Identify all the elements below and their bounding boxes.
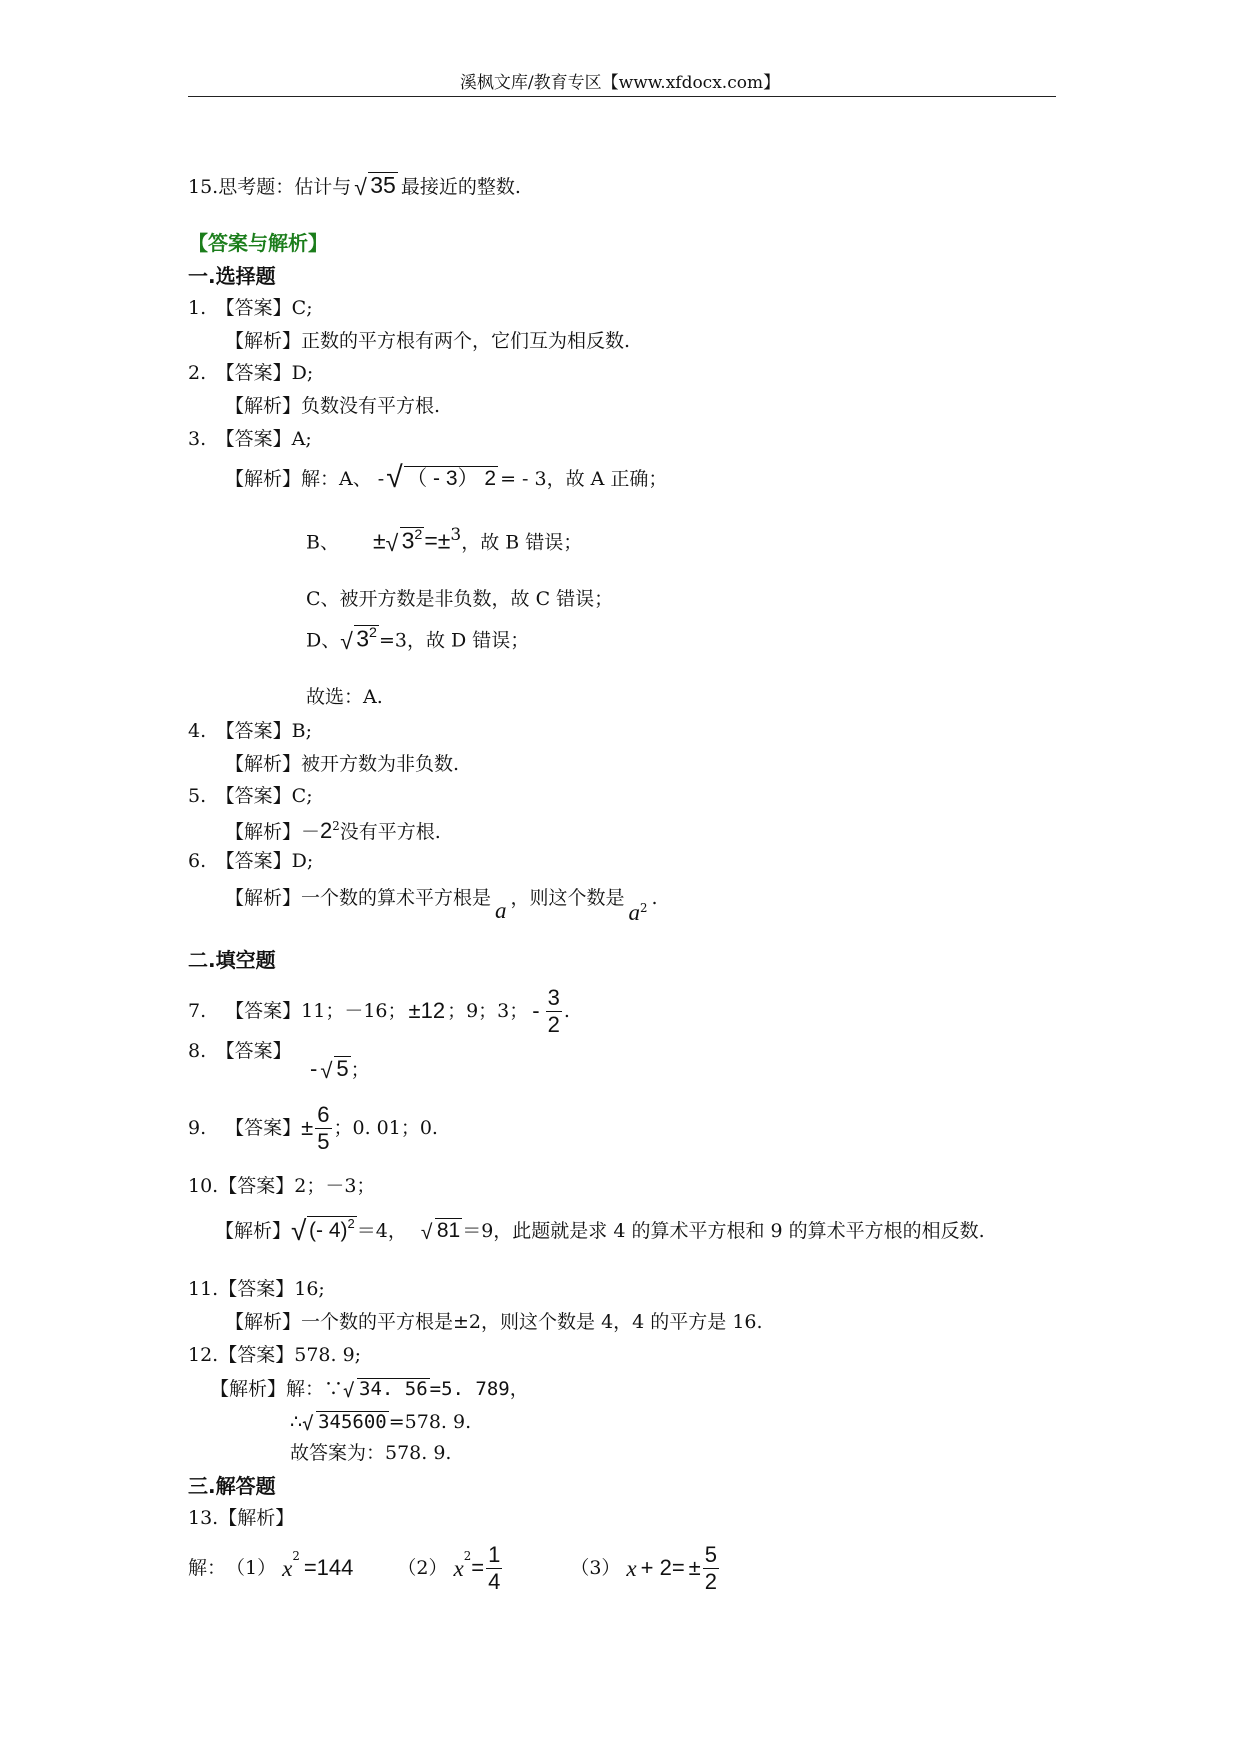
item-13-solution: 解： （1） x $^2$ =144 （2） x $^2$ = $\frac{1}{4}$ （3） x + 2= ± $\frac{5}{2}$ [188, 1542, 717, 1594]
var-a-squared: a [628, 900, 641, 925]
item-5-answer: C; [291, 785, 313, 807]
pm-sign: ± [688, 1555, 701, 1580]
exp: 2 [640, 900, 648, 915]
item-6-text-a: 一个数的算术平方根是 [301, 887, 492, 909]
solve-label: 解： [188, 1556, 227, 1579]
line-a-sqrt: √ （ - 3） 2 [386, 461, 497, 494]
item-number: 12. [188, 1344, 219, 1366]
item-8-answer-line [188, 1042, 292, 1061]
item-11-analysis-line [225, 1313, 763, 1332]
sqrt-five: √ 5 [320, 1056, 349, 1083]
line-a-suffix: = - 3，故 A 正确； [500, 468, 668, 490]
answer-label: 【答案】 [218, 1175, 295, 1197]
line-a-prefix: 解：A、 - [301, 468, 385, 490]
item-9-rest: ；0. 01；0. [333, 1116, 438, 1139]
item-number: 2. [188, 362, 207, 384]
item-number: 5. [188, 785, 207, 807]
item-number: 6. [188, 850, 207, 872]
answer-label: 【答案】 [225, 999, 302, 1022]
part-2-label: （2） [397, 1556, 448, 1579]
item-number: 8. [188, 1040, 207, 1062]
analysis-label: 【解析】 [225, 1311, 302, 1333]
item-number: 11. [188, 1278, 219, 1300]
neg-sign: - [532, 998, 540, 1023]
analysis-label: 【解析】 [215, 1220, 292, 1242]
item-12-line-2 [290, 1411, 472, 1435]
item-6-analysis-line [225, 885, 658, 925]
eq-sign: = [471, 1555, 485, 1580]
section-title: 【答案与解析】 [188, 231, 328, 255]
line-b-suffix: ，故 B 错误； [461, 531, 583, 554]
item-2-answer-line [188, 364, 313, 383]
item-10-analysis-line [215, 1215, 985, 1246]
item-3-line-a [225, 461, 668, 494]
line-d-suffix: =3，故 D 错误； [378, 629, 530, 652]
item-1-analysis: 正数的平方根有两个，它们互为相反数. [301, 330, 631, 352]
line-1-prefix: 解：∵ [286, 1378, 344, 1400]
var-a: a [495, 898, 507, 923]
fraction-six-fifths: $\frac{6}{5}$ [317, 1102, 330, 1154]
line-b-prefix: B、 [306, 531, 339, 554]
end-mark: . [563, 999, 570, 1022]
item-8-value [310, 1056, 370, 1083]
analysis-label: 【解析】 [225, 753, 302, 775]
radicand-five: 5 [336, 1056, 349, 1081]
header-rule [188, 96, 1056, 97]
item-4-answer: B; [291, 720, 313, 742]
analysis-label: 【解析】 [225, 887, 302, 909]
item-10-eq2: ＝9，此题就是求 4 的算术平方根和 9 的算术平方根的相反数. [462, 1220, 985, 1242]
line-a-radicand: （ - 3） 2 [406, 467, 497, 490]
answer-label: 【答案】 [225, 850, 292, 872]
item-6-text-b: ，则这个数是 [510, 887, 625, 909]
item-7-answer-a: 11；－16； [301, 999, 407, 1022]
item-6-answer-line [188, 852, 313, 871]
analysis-label: 【解析】 [225, 330, 302, 352]
item-2-analysis-line [225, 397, 440, 416]
q15-text-b: 最接近的整数. [400, 176, 521, 198]
part-3-heading: 三.解答题 [188, 1474, 276, 1498]
item-5-base: 2 [320, 818, 333, 843]
analysis-label: 【解析】 [210, 1378, 287, 1400]
q15-radicand: 35 [370, 172, 396, 198]
page-header: 溪枫文库/教育专区【www.xfdocx.com】 [459, 73, 781, 93]
sqrt-neg-four-squared: √ (- 4)$^2$ [291, 1215, 355, 1246]
item-10-eq1: ＝4， [356, 1220, 407, 1242]
answer-label: 【答案】 [225, 1116, 302, 1139]
item-3-answer-line [188, 430, 312, 449]
item-4-answer-line [188, 722, 312, 741]
line-d-sqrt: √ $3^2$ [340, 624, 377, 654]
line-2-suffix: =578. 9. [388, 1411, 472, 1433]
line-b-radicand: 3 [401, 527, 415, 554]
item-2-answer: D; [291, 362, 314, 384]
q15-text-a: 15.思考题：估计与 [188, 176, 352, 198]
item-2-analysis: 负数没有平方根. [301, 395, 441, 417]
answer-label: 【答案】 [218, 1344, 295, 1366]
line-b-pm: ± [372, 527, 386, 554]
end-mark: . [651, 887, 658, 909]
item-number: 10. [188, 1175, 219, 1197]
line-b-val: 3 [450, 524, 462, 545]
item-1-answer: C; [291, 297, 313, 319]
item-12-answer: 578. 9; [294, 1344, 362, 1366]
answer-label: 【答案】 [225, 1040, 292, 1062]
item-number: 3. [188, 428, 207, 450]
line-2-prefix: ∴ [290, 1411, 303, 1433]
q15-sqrt: √ 35 [354, 172, 396, 200]
neg-sign: － [301, 821, 321, 843]
item-11-analysis: 一个数的平方根是±2，则这个数是 4，4 的平方是 16. [301, 1311, 763, 1333]
item-3-answer: A; [291, 428, 312, 450]
fraction-five-halves: $\frac{5}{2}$ [704, 1542, 717, 1594]
item-5-analysis: 没有平方根. [339, 821, 441, 843]
item-11-answer: 16; [294, 1278, 325, 1300]
item-5-exp: 2 [332, 818, 340, 833]
plus-two-eq: + 2= [640, 1555, 685, 1580]
pm-sign: ± [301, 1115, 314, 1140]
item-7-answer-b: ；9；3； [447, 999, 529, 1022]
item-number: 13. [188, 1507, 219, 1529]
fraction-three-halves: $\frac{3}{2}$ [547, 985, 560, 1037]
item-number: 4. [188, 720, 207, 742]
neg-sign: - [310, 1056, 318, 1081]
analysis-label: 【解析】 [225, 468, 302, 490]
item-number: 1. [188, 297, 207, 319]
fraction-one-quarter: $\frac{1}{4}$ [488, 1542, 501, 1594]
item-5-analysis-line [225, 820, 441, 842]
line-b-sqrt: √ $3^2$ [385, 526, 423, 556]
pm-twelve: ±12 [408, 998, 446, 1023]
answer-label: 【答案】 [225, 785, 292, 807]
item-12-answer-line [188, 1346, 361, 1365]
answer-label: 【答案】 [225, 720, 292, 742]
sqrt-eighty-one: √ 81 [420, 1219, 461, 1244]
var-x: x [282, 1555, 293, 1581]
item-number: 7. [188, 999, 207, 1022]
question-15 [188, 172, 521, 200]
item-number: 9. [188, 1116, 207, 1139]
line-1-suffix: =5. 789， [429, 1378, 529, 1400]
item-4-analysis: 被开方数为非负数. [301, 753, 460, 775]
item-13-line [188, 1509, 294, 1528]
item-6-answer: D; [291, 850, 314, 872]
part-1-label: （1） [226, 1556, 277, 1579]
end-mark: ； [350, 1059, 370, 1081]
answer-label: 【答案】 [225, 362, 292, 384]
part-2-heading: 二.填空题 [188, 948, 276, 972]
analysis-label: 【解析】 [225, 395, 302, 417]
part-1-heading: 一.选择题 [188, 264, 276, 288]
var-x: x [626, 1555, 637, 1581]
item-11-answer-line [188, 1280, 325, 1299]
line-d-prefix: D、 [306, 629, 341, 652]
line-d-exp: 2 [369, 624, 377, 641]
sqrt-345600: √ 345600 [302, 1411, 387, 1435]
item-12-line-1 [210, 1378, 529, 1402]
item-1-answer-line [188, 299, 313, 318]
item-9-answer-line [188, 1100, 438, 1156]
line-b-exp: 2 [414, 526, 423, 543]
item-4-analysis-line [225, 755, 459, 774]
item-7-answer-line [188, 983, 570, 1039]
item-3-line-b [306, 524, 583, 556]
analysis-label: 【解析】 [225, 821, 302, 843]
item-3-conclusion: 故选：A. [306, 686, 383, 708]
item-3-line-c: C、被开方数是非负数，故 C 错误； [306, 588, 614, 610]
item-5-answer-line [188, 787, 313, 806]
answer-label: 【答案】 [225, 297, 292, 319]
line-b-eq: =± [424, 527, 451, 554]
eq-144: =144 [303, 1555, 354, 1580]
item-1-analysis-line [225, 332, 630, 351]
answer-label: 【答案】 [218, 1278, 295, 1300]
item-10-answer-line [188, 1177, 375, 1196]
line-d-radicand: 3 [356, 625, 370, 652]
sqrt-34-56: √ 34. 56 [343, 1378, 428, 1402]
answer-label: 【答案】 [225, 428, 292, 450]
analysis-label: 【解析】 [218, 1507, 295, 1529]
item-10-answer: 2；－3； [294, 1175, 376, 1197]
item-3-line-d [306, 624, 530, 654]
part-3-label: （3） [570, 1556, 621, 1579]
item-12-line-3: 故答案为：578. 9. [290, 1442, 452, 1464]
var-x: x [453, 1555, 464, 1581]
